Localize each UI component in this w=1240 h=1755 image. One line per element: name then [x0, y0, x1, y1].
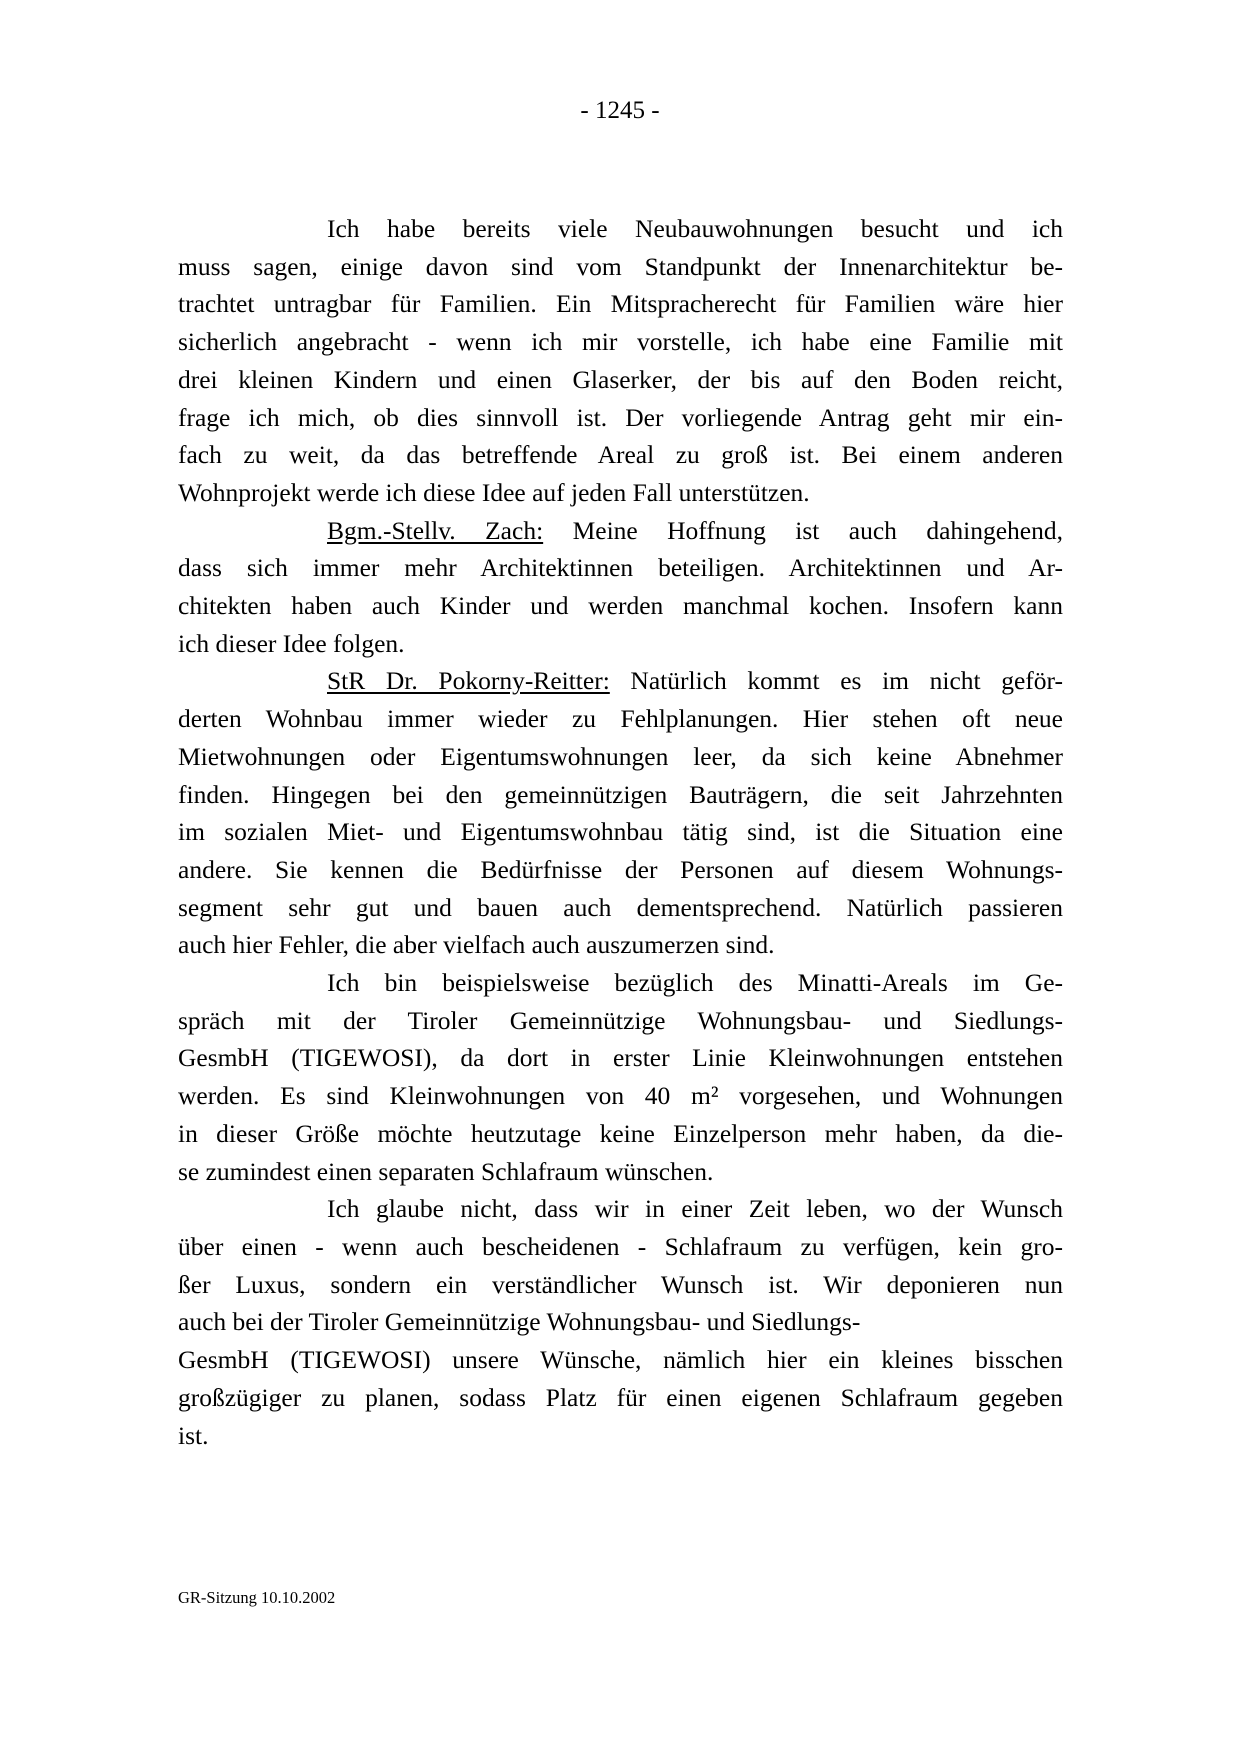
text-line: ist. [178, 1420, 209, 1450]
text-line: spräch mit der Tiroler Gemeinnützige Wohnungsbau- und Siedlungs- [178, 1005, 1063, 1035]
text-line: GesmbH (TIGEWOSI) unsere Wünsche, nämlich hier ein kleines bisschen [178, 1345, 1063, 1375]
text-line: auch bei der Tiroler Gemeinnützige Wohnungsbau- und Siedlungs- [178, 1307, 861, 1337]
text-line: im sozialen Miet- und Eigentumswohnbau tätig sind, ist die Situation eine [178, 817, 1063, 847]
paragraph [178, 1190, 1063, 1454]
paragraph [178, 964, 1063, 1190]
page-number: - 1245 - [580, 97, 660, 124]
text-line: werden. Es sind Kleinwohnungen von 40 m² vorgesehen, und Wohnungen [178, 1081, 1063, 1111]
text-line: Ich glaube nicht, dass wir in einer Zeit leben, wo der Wunsch [327, 1194, 1063, 1224]
footer-session-date: GR-Sitzung 10.10.2002 [178, 1588, 336, 1607]
text-line: Mietwohnungen oder Eigentumswohnungen leer, da sich keine Abnehmer [178, 741, 1063, 771]
text-line: Ich bin beispielsweise bezüglich des Minatti-Areals im Ge- [327, 968, 1063, 998]
text-line: Wohnprojekt werde ich diese Idee auf jeden Fall unterstützen. [178, 477, 810, 507]
speech-text: Natürlich kommt es im nicht geför- [609, 666, 1064, 696]
speaker-name: StR Dr. Pokorny-Reitter: [327, 666, 610, 696]
speech-text: Meine Hoffnung ist auch dahingehend, [543, 515, 1063, 545]
text-line [178, 662, 1063, 700]
text-line [178, 512, 1063, 550]
text-line: ßer Luxus, sondern ein verständlicher Wunsch ist. Wir deponieren nun [178, 1269, 1063, 1299]
paragraph [178, 662, 1063, 964]
text-line: chitekten haben auch Kinder und werden manchmal kochen. Insofern kann [178, 591, 1063, 621]
text-line: andere. Sie kennen die Bedürfnisse der Personen auf diesem Wohnungs- [178, 854, 1063, 884]
text-line: dass sich immer mehr Architektinnen beteiligen. Architektinnen und Ar- [178, 553, 1063, 583]
text-line: großzügiger zu planen, sodass Platz für einen eigenen Schlafraum gegeben [178, 1382, 1063, 1412]
text-line: finden. Hingegen bei den gemeinnützigen Bauträgern, die seit Jahrzehnten [178, 779, 1063, 809]
text-line: auch hier Fehler, die aber vielfach auch auszumerzen sind. [178, 930, 775, 960]
text-line: GesmbH (TIGEWOSI), da dort in erster Linie Kleinwohnungen entstehen [178, 1043, 1063, 1073]
text-line: ich dieser Idee folgen. [178, 628, 405, 658]
text-line: über einen - wenn auch bescheidenen - Schlafraum zu verfügen, kein gro- [178, 1231, 1063, 1261]
text-line: se zumindest einen separaten Schlafraum wünschen. [178, 1156, 714, 1186]
text-line: drei kleinen Kindern und einen Glaserker, der bis auf den Boden reicht, [178, 364, 1063, 394]
document-body [178, 210, 1063, 1454]
speaker-name: Bgm.-Stellv. Zach: [327, 515, 544, 545]
text-line: derten Wohnbau immer wieder zu Fehlplanungen. Hier stehen oft neue [178, 704, 1063, 734]
text-line: frage ich mich, ob dies sinnvoll ist. Der vorliegende Antrag geht mir ein- [178, 402, 1063, 432]
text-line: Ich habe bereits viele Neubauwohnungen besucht und ich [327, 214, 1063, 243]
paragraph [178, 210, 1063, 512]
text-line: muss sagen, einige davon sind vom Standpunkt der Innenarchitektur be- [178, 251, 1063, 281]
text-line: trachtet untragbar für Familien. Ein Mitspracherecht für Familien wäre hier [178, 289, 1063, 319]
text-line: fach zu weit, da das betreffende Areal zu groß ist. Bei einem anderen [178, 440, 1063, 470]
text-line: in dieser Größe möchte heutzutage keine Einzelperson mehr haben, da die- [178, 1118, 1063, 1148]
text-line: sicherlich angebracht - wenn ich mir vorstelle, ich habe eine Familie mit [178, 327, 1063, 357]
paragraph [178, 512, 1063, 663]
text-line: segment sehr gut und bauen auch dementsprechend. Natürlich passieren [178, 892, 1063, 922]
